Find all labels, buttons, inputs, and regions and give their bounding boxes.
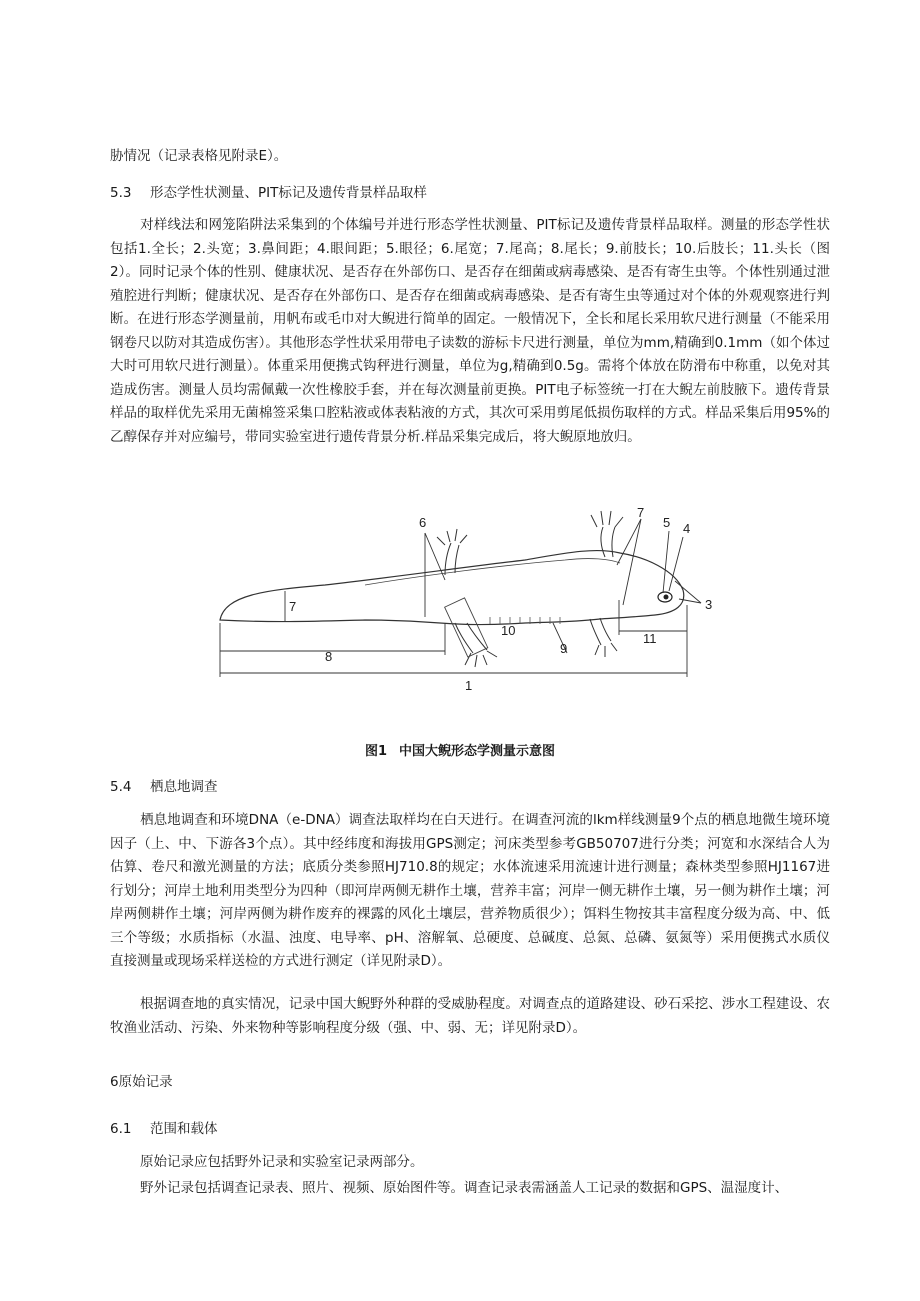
section-5-4-title: 栖息地调查 — [150, 779, 218, 795]
section-5-4-heading — [110, 779, 218, 795]
salamander-measurement-figure — [205, 505, 725, 705]
label-11: 11 — [643, 631, 657, 646]
label-3: 3 — [705, 597, 713, 612]
hind-leg-lower — [455, 623, 487, 653]
label-9: 9 — [560, 641, 568, 656]
hind-foot-lower — [465, 651, 497, 667]
top-fragment: 胁情况（记录表格见附录E）。 — [110, 148, 288, 164]
dorsal-ridge — [365, 559, 620, 585]
section-6-1-heading — [110, 1121, 218, 1137]
section-5-4-paragraph-1 — [110, 809, 830, 974]
label-10: 10 — [501, 623, 516, 638]
label-1: 1 — [465, 678, 473, 693]
label-8: 8 — [325, 649, 333, 664]
hind-limb-box — [445, 598, 488, 657]
section-5-4-number: 5.4 — [110, 779, 132, 795]
label-6: 6 — [419, 515, 427, 530]
section-5-3-paragraph — [110, 214, 830, 449]
front-leg-upper — [601, 527, 615, 557]
section-5-4-text-1: 栖息地调查和环境DNA（e-DNA）调查法取样均在白天进行。在调查河流的lkm样线测量9个点的栖息地微生境环境因子（上、中、下游各3个点）。其中经纬度和海拔用GPS测定；河床类型参考GB50707进行分类；河宽和水深结合人为估算、卷尺和激光测量的方法；底质分类参照HJ710.8的规定；水体流速采用流速计进行测量；森林类型参照HJ1167进行划分；河岸土地利用类型分为四种（即河岸两侧无耕作土壤，营养丰富；河岸一侧无耕作土壤，另一侧为耕作土壤；河岸两侧耕作土壤；河岸两侧为耕作废弃的裸露的风化土壤层，营养物质很少）；饵料生物按其丰富程度分级为高、中、低三个等级；水质指标（水温、浊度、电导率、pH、溶解氧、总硬度、总碱度、总氮、总磷、氨氮等）采用便携式水质仪直接测量或现场采样送检的方式进行测定（详见附录D）。 — [110, 812, 830, 969]
section-6-1-line-2: 野外记录包括调查记录表、照片、视频、原始图件等。调查记录表需涵盖人工记录的数据和GPS、温湿度计、 — [140, 1180, 789, 1196]
label-7-tail: 7 — [289, 599, 297, 614]
section-5-3-heading — [110, 185, 427, 201]
front-foot-upper — [591, 511, 623, 527]
figure-caption — [0, 740, 920, 759]
section-5-3-text: 对样线法和网笼陷阱法采集到的个体编号并进行形态学性状测量、PIT标记及遗传背景样品取样。测量的形态学性状包括1.全长；2.头宽；3.鼻间距；4.眼间距；5.眼径；6.尾宽；7.尾高；8.尾长；9.前肢长；10.后肢长；11.头长（图2）。同时记录个体的性别、健康状况、是否存在外部伤口、是否存在细菌或病毒感染、是否有寄生虫等。个体性别通过泄殖腔进行判断；健康状况、是否存在外部伤口、是否存在细菌或病毒感染、是否有寄生虫等通过对个体的外观观察进行判断。在进行形态学测量前，用帆布或毛巾对大鲵进行简单的固定。一般情况下，全长和尾长采用软尺进行测量（不能采用钢卷尺以防对其造成伤害）。其他形态学性状采用带电子读数的游标卡尺进行测量，单位为mm,精确到0.1mm（如个体过大时可用软尺进行测量）。体重采用便携式钩秤进行测量，单位为g,精确到0.5g。需将个体放在防滑布中称重，以免对其造成伤害。测量人员均需佩戴一次性橡胶手套，并在每次测量前更换。PIT电子标签统一打在大鲵左前肢腋下。遗传背景样品的取样优先采用无菌棉签采集口腔粘液或体表粘液的方式，其次可采用剪尾低损伤取样的方式。样品采集后用95%的乙醇保存并对应编号，带同实验室进行遗传背景分析.样品采集完成后，将大鲵原地放归。 — [110, 217, 830, 445]
figure-label: 图1 — [364, 744, 388, 759]
front-foot-lower — [595, 643, 617, 657]
figure-caption-text: 中国大鲵形态学测量示意图 — [399, 744, 556, 759]
front-leg-lower — [590, 618, 611, 645]
section-6-1-title: 范围和载体 — [150, 1121, 218, 1137]
section-6-1-number: 6.1 — [110, 1121, 132, 1137]
section-6-1-line-1: 原始记录应包括野外记录和实验室记录两部分。 — [140, 1154, 424, 1170]
label-4: 4 — [683, 521, 691, 536]
section-5-4-paragraph-2 — [110, 993, 830, 1040]
section-6-heading: 6原始记录 — [110, 1074, 173, 1090]
section-5-3-title: 形态学性状测量、PIT标记及遗传背景样品取样 — [150, 185, 427, 201]
label-7-upper: 7 — [637, 505, 645, 520]
label-5: 5 — [663, 515, 671, 530]
section-5-4-text-2: 根据调查地的真实情况，记录中国大鲵野外种群的受威胁程度。对调查点的道路建设、砂石采挖、涉水工程建设、农牧渔业活动、污染、外来物种等影响程度分级（强、中、弱、无；详见附录D）。 — [110, 996, 830, 1036]
hind-foot-upper — [437, 529, 467, 545]
section-5-3-number: 5.3 — [110, 185, 132, 201]
